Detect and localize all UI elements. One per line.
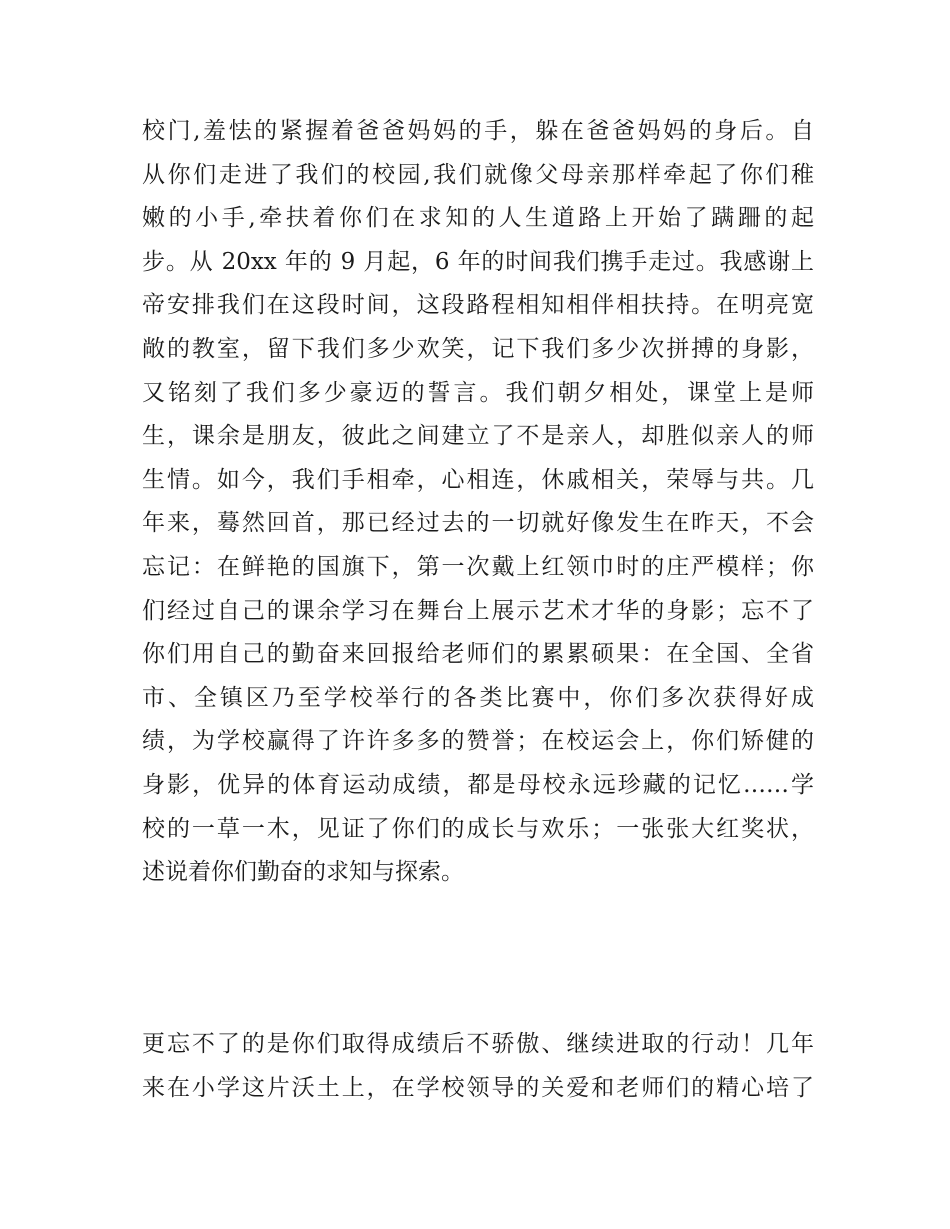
text-line: 从你们走进了我们的校园,我们就像父母亲那样牵起了你们稚 <box>142 161 814 188</box>
text-line: 忘记：在鲜艳的国旗下，第一次戴上红领巾时的庄严模样；你 <box>142 553 814 580</box>
text-line: 又铭刻了我们多少豪迈的誓言。我们朝夕相处，课堂上是师 <box>142 379 814 406</box>
text-line: 身影，优异的体育运动成绩，都是母校永远珍藏的记忆……学 <box>142 771 814 798</box>
text-line: 市、全镇区乃至学校举行的各类比赛中，你们多次获得好成 <box>142 684 814 711</box>
paragraph-2 <box>142 1023 814 1110</box>
text-line: 绩，为学校赢得了许许多多的赞誉；在校运会上，你们矫健的 <box>142 728 814 755</box>
text-line: 敞的教室，留下我们多少欢笑，记下我们多少次拼搏的身影， <box>142 335 814 362</box>
text-line: 校门,羞怯的紧握着爸爸妈妈的手，躲在爸爸妈妈的身后。自 <box>142 118 814 144</box>
paragraph-1 <box>142 110 814 895</box>
text-line: 生情。如今，我们手相牵，心相连，休戚相关，荣辱与共。几 <box>142 466 814 493</box>
text-line: 你们用自己的勤奋来回报给老师们的累累硕果：在全国、全省 <box>142 641 814 668</box>
text-line: 生，课余是朋友，彼此之间建立了不是亲人，却胜似亲人的师 <box>142 423 814 450</box>
text-line: 年来，蓦然回首，那已经过去的一切就好像发生在昨天，不会 <box>142 510 814 537</box>
text-line: 步。从 20xx 年的 9 月起，6 年的时间我们携手走过。我感谢上 <box>142 248 814 275</box>
text-line: 述说着你们勤奋的求知与探索。 <box>142 859 464 886</box>
text-line: 来在小学这片沃土上，在学校领导的关爱和老师们的精心培了 <box>142 1074 814 1101</box>
text-line: 更忘不了的是你们取得成绩后不骄傲、继续进取的行动！几年 <box>142 1031 814 1057</box>
text-line: 嫩的小手,牵扶着你们在求知的人生道路上开始了蹒跚的起 <box>142 205 814 232</box>
text-line: 帝安排我们在这段时间，这段路程相知相伴相扶持。在明亮宽 <box>142 292 814 319</box>
text-line: 们经过自己的课余学习在舞台上展示艺术才华的身影；忘不了 <box>142 597 814 624</box>
text-line: 校的一草一木，见证了你们的成长与欢乐；一张张大红奖状， <box>142 815 814 842</box>
